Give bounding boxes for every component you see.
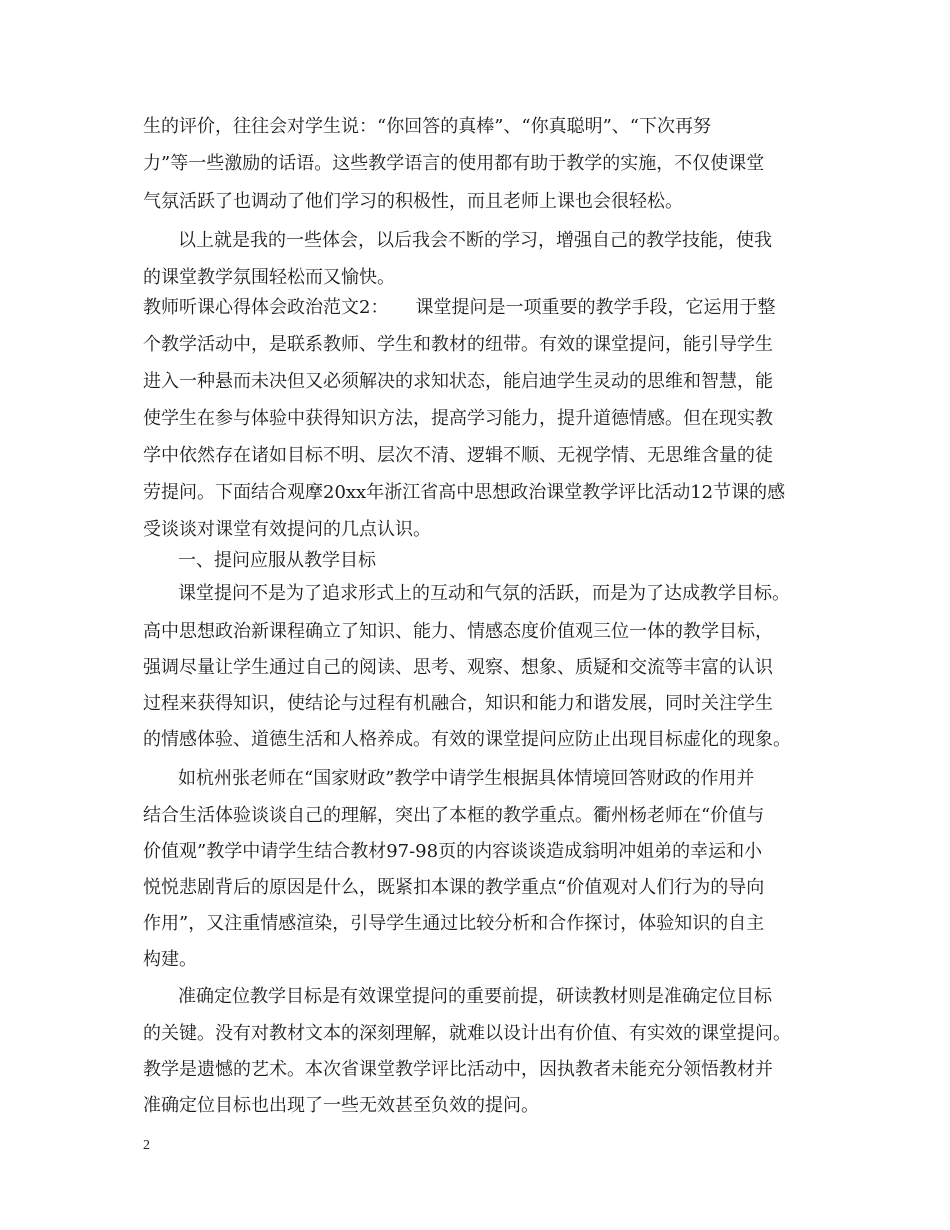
text-line: 以上就是我的一些体会，以后我会不断的学习，增强自己的教学技能，使我 <box>178 230 772 251</box>
text-line: 气氛活跃了也调动了他们学习的积极性，而且老师上课也会很轻松。 <box>143 191 683 212</box>
text-line: 教学是遗憾的艺术。本次省课堂教学评比活动中，因执教者未能充分领悟教材并 <box>143 1059 773 1080</box>
page-number: 2 <box>143 1138 150 1153</box>
text-line: 悦悦悲剧背后的原因是什么，既紧扣本课的教学重点“价值观对人们行为的导向 <box>143 877 765 898</box>
text-line: 教师听课心得体会政治范文2： 课堂提问是一项重要的教学手段，它运用于整 <box>143 297 776 318</box>
text-line: 准确定位教学目标是有效课堂提问的重要前提，研读教材则是准确定位目标 <box>178 986 772 1007</box>
text-line: 高中思想政治新课程确立了知识、能力、情感态度价值观三位一体的教学目标， <box>143 621 773 642</box>
text-line: 价值观”教学中请学生结合教材97-98页的内容谈谈造成翁明冲姐弟的幸运和小 <box>143 841 763 862</box>
text-line: 的课堂教学氛围轻松而又愉快。 <box>143 267 395 288</box>
text-line: 强调尽量让学生通过自己的阅读、思考、观察、想象、质疑和交流等丰富的认识 <box>143 657 773 678</box>
text-line: 劳提问。下面结合观摩20xx年浙江省高中思想政治课堂教学评比活动12节课的感 <box>143 482 786 503</box>
text-line: 如杭州张老师在“国家财政”教学中请学生根据具体情境回答财政的作用并 <box>178 768 755 789</box>
text-line: 生的评价，往往会对学生说：“你回答的真棒”、“你真聪明”、“下次再努 <box>143 116 712 137</box>
text-line: 个教学活动中，是联系教师、学生和教材的纽带。有效的课堂提问，能引导学生 <box>143 334 773 355</box>
text-line: 准确定位目标也出现了一些无效甚至负效的提问。 <box>143 1095 539 1116</box>
text-line: 的关键。没有对教材文本的深刻理解，就难以设计出有价值、有实效的课堂提问。 <box>143 1023 791 1044</box>
text-line: 构建。 <box>143 949 197 970</box>
text-line: 课堂提问不是为了追求形式上的互动和气氛的活跃，而是为了达成教学目标。 <box>178 583 790 604</box>
section-heading: 一、提问应服从教学目标 <box>178 550 376 571</box>
text-line: 学中依然存在诸如目标不明、层次不清、逻辑不顺、无视学情、无思维含量的徒 <box>143 445 773 466</box>
text-line: 过程来获得知识，使结论与过程有机融合，知识和能力和谐发展，同时关注学生 <box>143 693 773 714</box>
text-line: 受谈谈对课堂有效提问的几点认识。 <box>143 519 431 540</box>
text-line: 力”等一些激励的话语。这些教学语言的使用都有助于教学的实施，不仅使课堂 <box>143 153 765 174</box>
text-line: 作用”，又注重情感渲染，引导学生通过比较分析和合作探讨，体验知识的自主 <box>143 913 765 934</box>
text-line: 结合生活体验谈谈自己的理解，突出了本框的教学重点。衢州杨老师在“价值与 <box>143 805 765 826</box>
text-line: 进入一种悬而未决但又必须解决的求知状态，能启迪学生灵动的思维和智慧，能 <box>143 371 773 392</box>
text-line: 的情感体验、道德生活和人格养成。有效的课堂提问应防止出现目标虚化的现象。 <box>143 729 791 750</box>
text-line: 使学生在参与体验中获得知识方法，提高学习能力，提升道德情感。但在现实教 <box>143 408 773 429</box>
